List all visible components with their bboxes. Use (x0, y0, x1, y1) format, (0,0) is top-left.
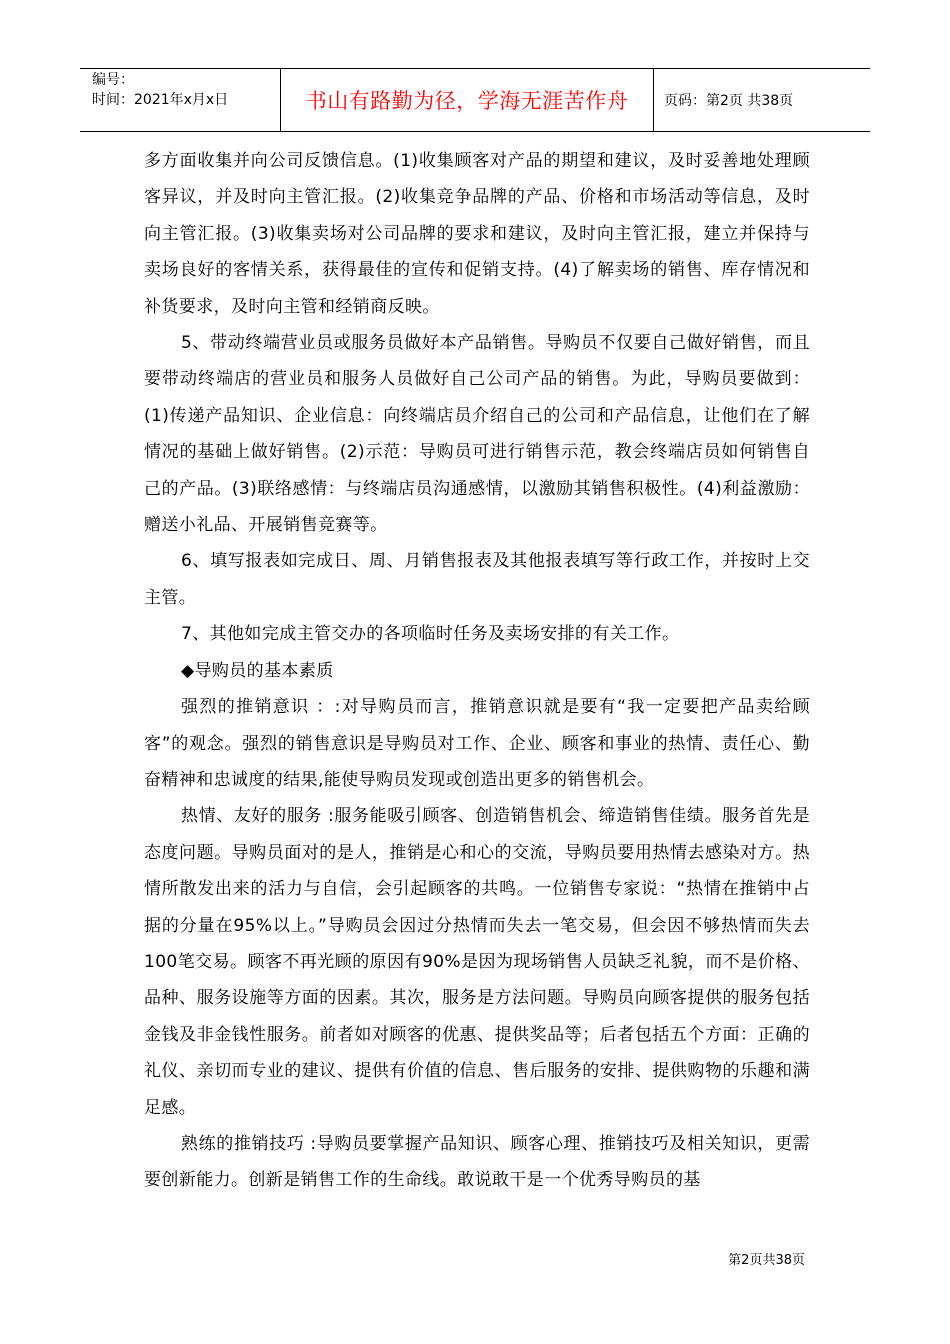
header-motto: 书山有路勤为径，学海无涯苦作舟 (281, 69, 654, 131)
paragraph: 熟练的推销技巧 :导购员要掌握产品知识、顾客心理、推销技巧及相关知识，更需要创新能力。创新是销售工作的生命线。敢说敢干是一个优秀导购员的基 (144, 1133, 810, 1191)
paragraph: 多方面收集并向公司反馈信息。(1)收集顾客对产品的期望和建议，及时妥善地处理顾客异议，并及时向主管汇报。(2)收集竞争品牌的产品、价格和市场活动等信息，及时向主管汇报。(3)收集卖场对公司品牌的要求和建议，及时向主管汇报，建立并保持与卖场良好的客情关系，获得最佳的宣传和促销支持。(4)了解卖场的销售、库存情况和补货要求，及时向主管和经销商反映。 (144, 151, 810, 317)
header-meta (80, 69, 281, 131)
paragraph: 6、填写报表如完成日、周、月销售报表及其他报表填写等行政工作，并按时上交主管。 (144, 551, 810, 608)
number-label: 编号： (92, 72, 134, 88)
paragraph: 7、其他如完成主管交办的各项临时任务及卖场安排的有关工作。 (181, 624, 680, 645)
section-heading: ◆导购员的基本素质 (181, 660, 334, 681)
paragraph: 热情、友好的服务 :服务能吸引顾客、创造销售机会、缔造销售佳绩。服务首先是态度问题。导购员面对的是人，推销是心和心的交流，导购员要用热情去感染对方。热情所散发出来的活力与自信，会引起顾客的共鸣。一位销售专家说：“热情在推销中占据的分量在95%以上。”导购员会因过分热情而失去一笔交易，但会因不够热情而失去100笔交易。顾客不再光顾的原因有90%是因为现场销售人员缺乏礼貌，而不是价格、品种、服务设施等方面的因素。其次，服务是方法问题。导购员向顾客提供的服务包括金钱及非金钱性服务。前者如对顾客的优惠、提供奖品等；后者包括五个方面：正确的礼仪、亲切而专业的建议、提供有价值的信息、售后服务的安排、提供购物的乐趣和满足感。 (144, 806, 810, 1118)
page-footer: 第2页共38页 (728, 1253, 805, 1268)
document-body (144, 143, 810, 1199)
header-page-label: 页码：第2页 共38页 (664, 93, 794, 109)
time-label: 时间：2021年x月x日 (92, 92, 229, 108)
paragraph: 强烈的推销意识 ：:对导购员而言，推销意识就是要有“我一定要把产品卖给顾客”的观念。强烈的销售意识是导购员对工作、企业、顾客和事业的热情、责任心、勤奋精神和忠诚度的结果,能使导购员发现或创造出更多的销售机会。 (144, 697, 810, 790)
page-header (80, 68, 870, 132)
paragraph: 5、带动终端营业员或服务员做好本产品销售。导购员不仅要自己做好销售，而且要带动终端店的营业员和服务人员做好自己公司产品的销售。为此，导购员要做到：(1)传递产品知识、企业信息：向终端店员介绍自己的公司和产品信息，让他们在了解情况的基础上做好销售。(2)示范：导购员可进行销售示范，教会终端店员如何销售自己的产品。(3)联络感情：与终端店员沟通感情，以激励其销售积极性。(4)利益激励：赠送小礼品、开展销售竞赛等。 (144, 333, 810, 536)
